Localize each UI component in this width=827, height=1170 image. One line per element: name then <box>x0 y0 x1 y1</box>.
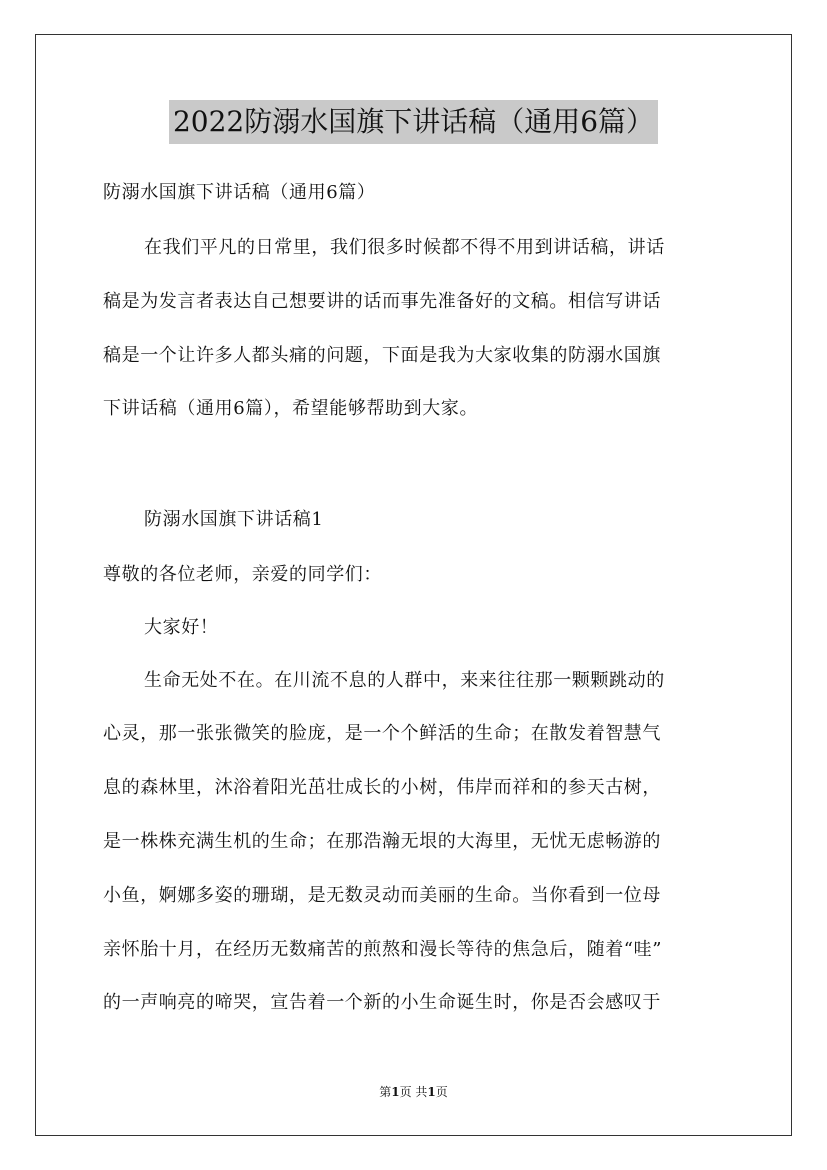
body-line: 亲怀胎十月，在经历无数痛苦的煎熬和漫长等待的焦急后，随着“哇” <box>103 939 663 960</box>
body-line: 息的森林里，沐浴着阳光茁壮成长的小树，伟岸而祥和的参天古树， <box>103 777 661 798</box>
body-line: 生命无处不在。在川流不息的人群中，来来往往那一颗颗跳动的 <box>144 670 665 691</box>
footer-page-mid: 页 共 <box>399 1085 428 1099</box>
footer-page-prefix: 第 <box>379 1085 392 1099</box>
greeting: 大家好！ <box>144 617 219 638</box>
intro-line: 稿是一个让许多人都头痛的问题，下面是我为大家收集的防溺水国旗 <box>103 345 661 366</box>
footer-page-suffix: 页 <box>435 1085 448 1099</box>
intro-line: 稿是为发言者表达自己想要讲的话而事先准备好的文稿。相信写讲话 <box>103 291 661 312</box>
salutation: 尊敬的各位老师，亲爱的同学们： <box>103 564 382 585</box>
section-heading: 防溺水国旗下讲话稿1 <box>144 509 324 530</box>
intro-line: 下讲话稿（通用6篇），希望能够帮助到大家。 <box>103 398 479 419</box>
document-subtitle: 防溺水国旗下讲话稿（通用6篇） <box>103 182 376 203</box>
body-line: 心灵，那一张张微笑的脸庞，是一个个鲜活的生命；在散发着智慧气 <box>103 723 661 744</box>
body-line: 的一声响亮的啼哭，宣告着一个新的小生命诞生时，你是否会感叹于 <box>103 992 661 1013</box>
title-container <box>0 100 827 144</box>
footer-page-number: 1 <box>391 1085 400 1099</box>
page-footer <box>0 1083 827 1101</box>
body-line: 是一株株充满生机的生命；在那浩瀚无垠的大海里，无忧无虑畅游的 <box>103 831 661 852</box>
body-line: 小鱼，婀娜多姿的珊瑚，是无数灵动而美丽的生命。当你看到一位母 <box>103 885 661 906</box>
document-title: 2022防溺水国旗下讲话稿（通用6篇） <box>169 100 658 144</box>
intro-line: 在我们平凡的日常里，我们很多时候都不得不用到讲话稿，讲话 <box>144 237 665 258</box>
footer-page-total: 1 <box>427 1085 436 1099</box>
